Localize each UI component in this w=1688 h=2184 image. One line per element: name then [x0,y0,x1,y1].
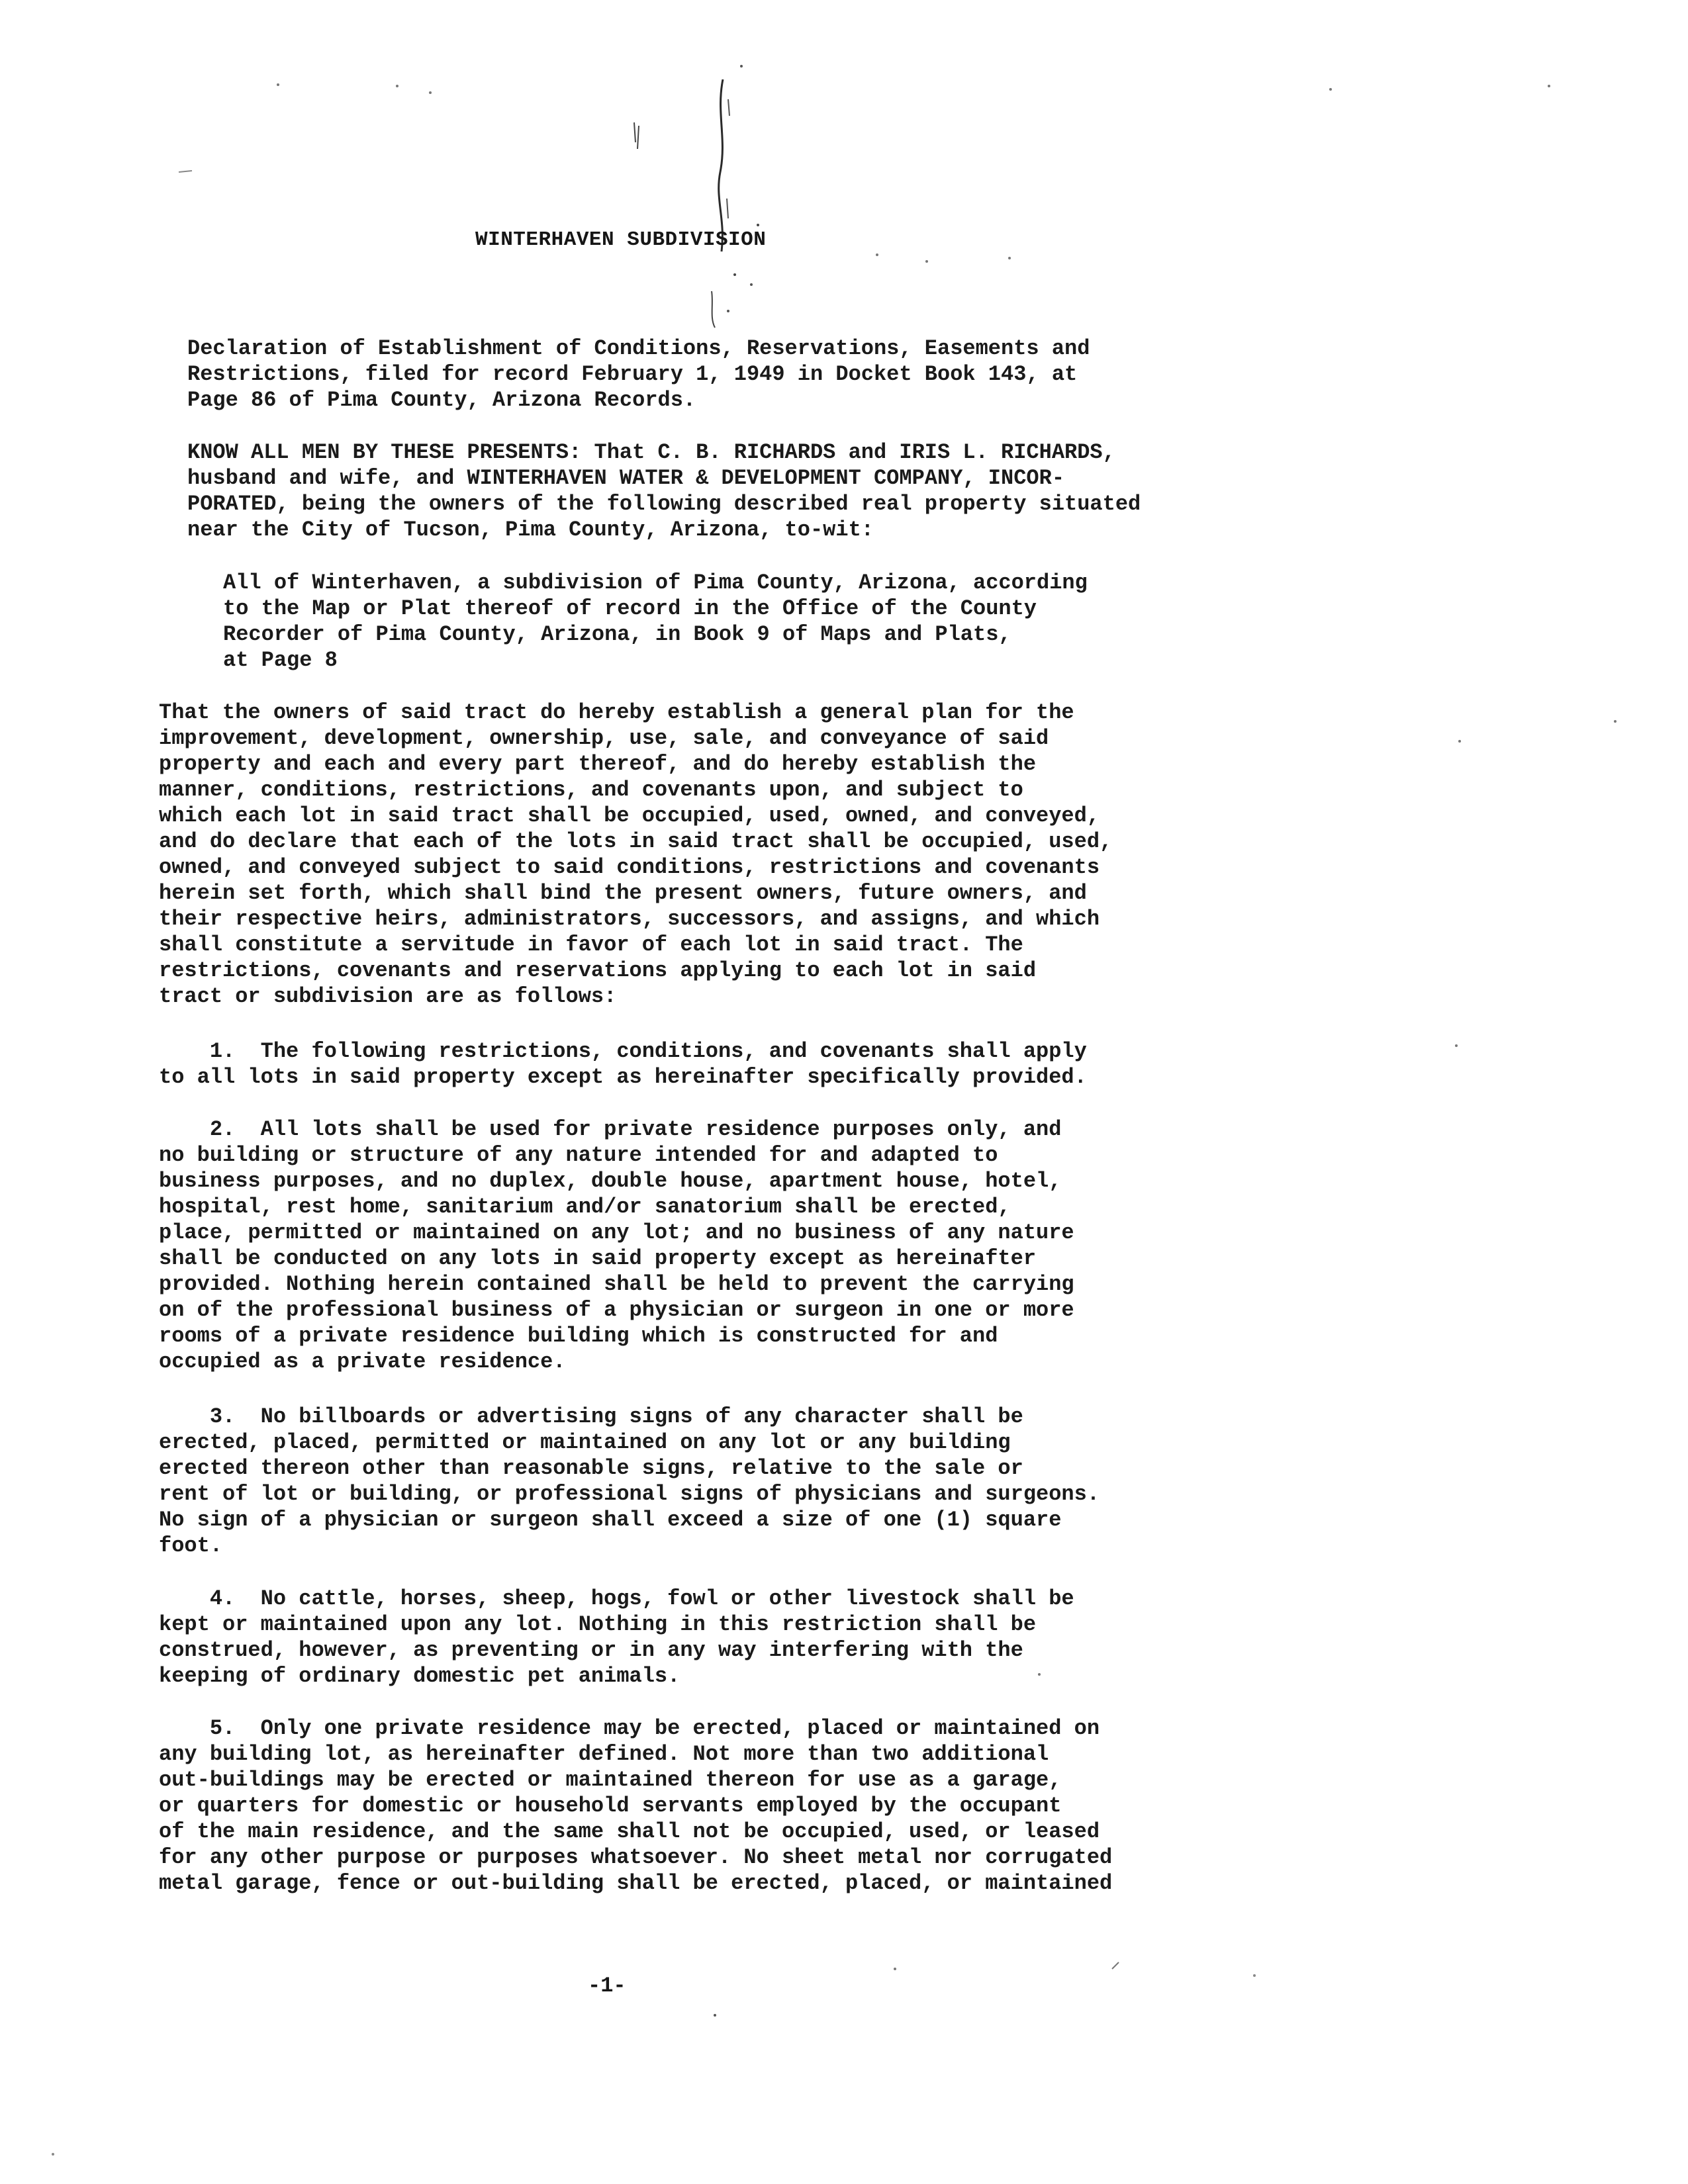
restriction-item-5: 5. Only one private residence may be erected, placed or maintained on any building lot, as hereinafter defined. Not more than two additional out-buildings may be erected or maintained thereon for use as a garage, or quarters for domestic or household servants employed by the occupant of the main residence, and the same shall not be occupied, used, or leased for any other purpose or purposes whatsoever. No sheet metal nor corrugated metal garage, fence or out-building shall be erected, placed, or maintained [159,1716,1113,1895]
general-plan-paragraph: That the owners of said tract do hereby establish a general plan for the improvement, development, ownership, use, sale, and conveyance of said property and each and every part thereof, and do hereby establish the manner, conditions, restrictions, and covenants upon, and subject to which each lot in said tract shall be occupied, used, owned, and conveyed, and do declare that each of the lots in said tract shall be occupied, used, owned, and conveyed subject to said conditions, restrictions and covenants herein set forth, which shall bind the present owners, future owners, and their respective heirs, administrators, successors, and assigns, and which shall constitute a servitude in favor of each lot in said tract. The restrictions, covenants and reservations applying to each lot in said tract or subdivision are as follows: [159,700,1113,1009]
document-title: WINTERHAVEN SUBDIVISION [475,228,767,251]
declaration-paragraph: Declaration of Establishment of Conditions, Reservations, Easements and Restrictions, filed for record February 1, 1949 in Docket Book 143, at Page 86 of Pima County, Arizona Records. [187,336,1090,412]
restriction-item-2: 2. All lots shall be used for private residence purposes only, and no building or structure of any nature intended for and adapted to business purposes, and no duplex, double house, apartment house, hotel, hospital, rest home, sanitarium and/or sanatorium shall be erected, place, permitted or maintained on any lot; and no business of any nature shall be conducted on any lots in said property except as hereinafter provided. Nothing herein contained shall be held to prevent the carrying on of the professional business of a physician or surgeon in one or more rooms of a private residence building which is constructed for and occupied as a private residence. [159,1117,1074,1374]
page-number: -1- [588,1974,626,1998]
property-description-paragraph: All of Winterhaven, a subdivision of Pima County, Arizona, according to the Map or Plat thereof of record in the Office of the County Recorder of Pima County, Arizona, in Book 9 of Maps and Plats, at Page 8 [223,570,1088,672]
know-all-men-paragraph: KNOW ALL MEN BY THESE PRESENTS: That C. B. RICHARDS and IRIS L. RICHARDS, husband and wife, and WINTERHAVEN WATER & DEVELOPMENT COMPANY, INCOR- PORATED, being the owners of the following described real property situated near the City of Tucson, Pima County, Arizona, to-wit: [187,440,1141,542]
restriction-item-1: 1. The following restrictions, conditions, and covenants shall apply to all lots in said property except as hereinafter specifically provided. [159,1039,1087,1089]
restriction-item-4: 4. No cattle, horses, sheep, hogs, fowl or other livestock shall be kept or maintained upon any lot. Nothing in this restriction shall be construed, however, as preventing or in any way interfering with the keeping of ordinary domestic pet animals. [159,1586,1074,1688]
restriction-item-3: 3. No billboards or advertising signs of any character shall be erected, placed, permitted or maintained on any lot or any building erected thereon other than reasonable signs, relative to the sale or rent of lot or building, or professional signs of physicians and surgeons. No sign of a physician or surgeon shall exceed a size of one (1) square foot. [159,1404,1100,1558]
